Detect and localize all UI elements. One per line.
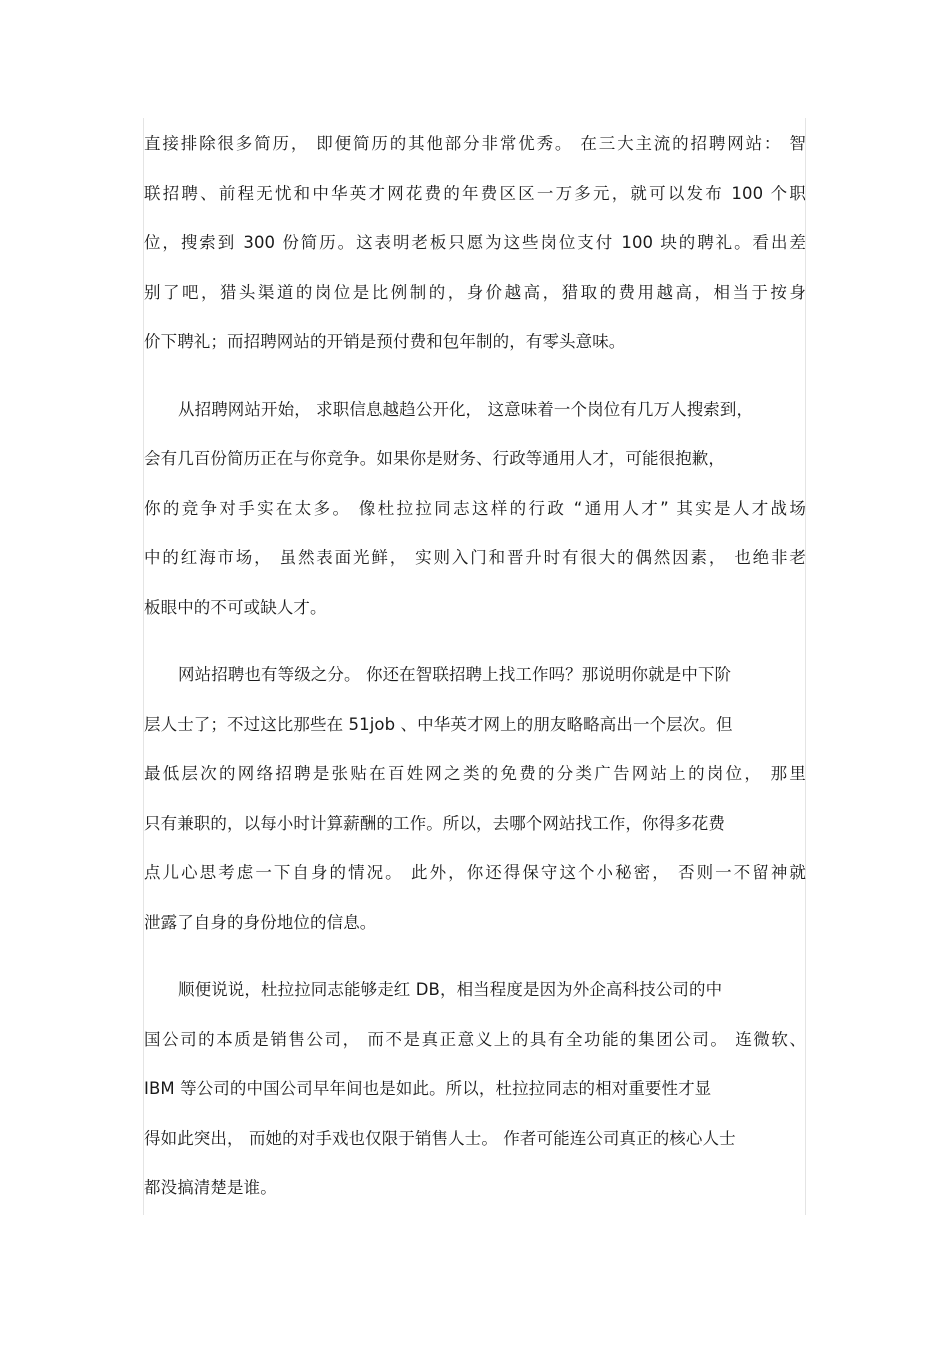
text-line: 层人士了；不过这比那些在 51job 、中华英才网上的朋友略略高出一个层次。但 bbox=[144, 714, 733, 734]
paragraph-gap bbox=[144, 640, 806, 658]
document-body bbox=[144, 127, 806, 1221]
paragraph-4 bbox=[144, 973, 806, 1221]
paragraph-gap bbox=[144, 375, 806, 393]
text-line: 得如此突出， 而她的对手戏也仅限于销售人士。 作者可能连公司真正的核心人士 bbox=[144, 1128, 736, 1148]
text-line: 中的红海市场， 虽然表面光鲜， 实则入门和晋升时有很大的偶然因素， 也绝非老 bbox=[144, 548, 806, 567]
paragraph-3 bbox=[144, 658, 806, 955]
text-line: 别了吧，猎头渠道的岗位是比例制的，身价越高，猎取的费用越高，相当于按身 bbox=[144, 282, 806, 302]
text-line: 位，搜索到 300 份简历。这表明老板只愿为这些岗位支付 100 块的聘礼。看出差 bbox=[144, 233, 806, 252]
paragraph-gap bbox=[144, 955, 806, 973]
text-line: 联招聘、前程无忧和中华英才网花费的年费区区一万多元，就可以发布 100 个职 bbox=[144, 183, 806, 203]
text-line: 点儿心思考虑一下自身的情况。 此外，你还得保守这个小秘密， 否则一不留神就 bbox=[144, 863, 806, 882]
text-line: 价下聘礼；而招聘网站的开销是预付费和包年制的，有零头意味。 bbox=[144, 332, 626, 351]
text-line: 最低层次的网络招聘是张贴在百姓网之类的免费的分类广告网站上的岗位， 那里 bbox=[144, 764, 806, 783]
text-line: 从招聘网站开始， 求职信息越趋公开化， 这意味着一个岗位有几万人搜索到， bbox=[178, 399, 754, 419]
text-line: 板眼中的不可或缺人才。 bbox=[144, 597, 327, 617]
text-line: 网站招聘也有等级之分。 你还在智联招聘上找工作吗？那说明你就是中下阶 bbox=[178, 665, 732, 684]
text-line: 直接排除很多简历， 即便简历的其他部分非常优秀。 在三大主流的招聘网站： 智 bbox=[144, 134, 806, 153]
text-line: 都没搞清楚是谁。 bbox=[144, 1178, 277, 1197]
paragraph-1 bbox=[144, 127, 806, 375]
paragraph-2 bbox=[144, 393, 806, 641]
text-line: 国公司的本质是销售公司， 而不是真正意义上的具有全功能的集团公司。 连微软、 bbox=[144, 1029, 806, 1049]
text-line: 顺便说说，杜拉拉同志能够走红 DB，相当程度是因为外企高科技公司的中 bbox=[178, 980, 723, 999]
text-line: IBM 等公司的中国公司早年间也是如此。所以，杜拉拉同志的相对重要性才显 bbox=[144, 1079, 712, 1098]
text-line: 只有兼职的，以每小时计算薪酬的工作。所以，去哪个网站找工作，你得多花费 bbox=[144, 813, 725, 833]
text-line: 你的竞争对手实在太多。 像杜拉拉同志这样的行政 “通用人才” 其实是人才战场 bbox=[144, 498, 806, 518]
text-line: 会有几百份简历正在与你竞争。如果你是财务、行政等通用人才，可能很抱歉， bbox=[144, 449, 725, 468]
text-line: 泄露了自身的身份地位的信息。 bbox=[144, 912, 377, 932]
